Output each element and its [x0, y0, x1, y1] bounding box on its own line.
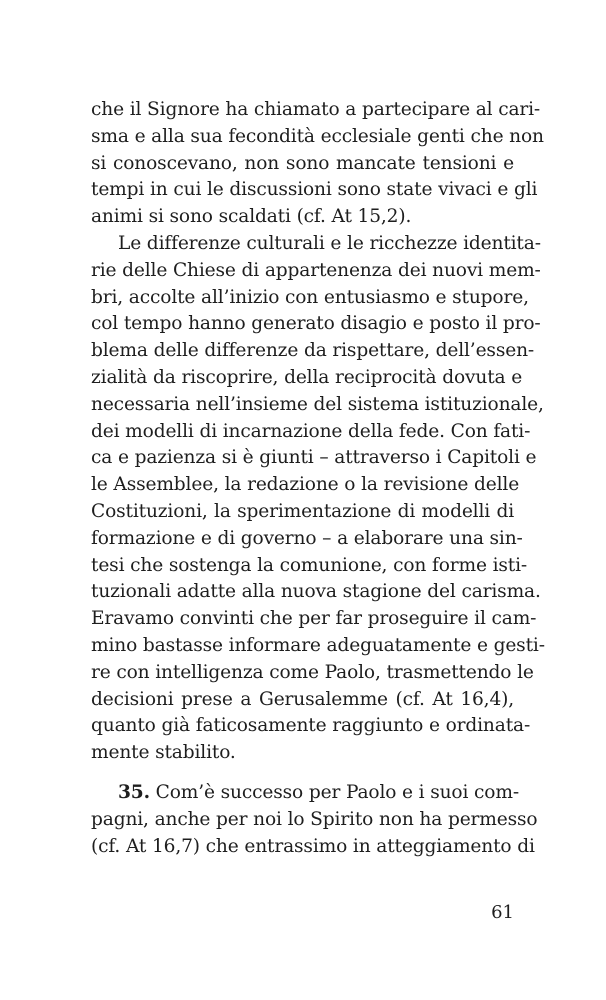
text-line: si conoscevano, non sono mancate tensioni e [91, 152, 514, 174]
text-line: (cf. At 16,7) che entrassimo in atteggiamento di [91, 835, 535, 857]
section-number: 35. [118, 781, 150, 803]
paragraph-1 [91, 97, 544, 231]
text-line: Eravamo convinti che per far proseguire il cam- [91, 608, 537, 630]
text-line: rie delle Chiese di appartenenza dei nuovi mem- [91, 259, 541, 281]
text-line: ca e pazienza si è giunti – attraverso i Capitoli e [91, 447, 537, 469]
text-line: che il Signore ha chiamato a partecipare al cari- [91, 99, 541, 120]
text-line: col tempo hanno generato disagio e posto il pro- [91, 313, 541, 335]
text-line: le Assemblee, la redazione o la revisione delle [91, 474, 520, 496]
text-line: quanto già faticosamente raggiunto e ordinata- [91, 715, 531, 737]
text-line: pagni, anche per noi lo Spirito non ha permesso [91, 808, 538, 830]
text-line: Le differenze culturali e le ricchezze identita- [118, 232, 541, 254]
page-number: 61 [491, 902, 514, 923]
text-line: tempi in cui le discussioni sono state vivaci e gli [91, 179, 538, 201]
text-line: mente stabilito. [91, 742, 236, 764]
text-line: sma e alla sua fecondità ecclesiale genti che non [91, 125, 544, 147]
paragraph-2 [91, 231, 545, 767]
text-line [91, 780, 519, 807]
text-line: formazione e di governo – a elaborare una sin- [91, 527, 523, 549]
text-line: necessaria nell’insieme del sistema istituzionale, [91, 393, 544, 415]
text-line: mino bastasse informare adeguatamente e gesti- [91, 634, 545, 656]
text-line: dei modelli di incarnazione della fede. Con fati- [91, 420, 531, 442]
text-line: animi si sono scaldati (cf. At 15,2). [91, 206, 412, 228]
page-body [91, 97, 545, 860]
text-line: zialità da riscoprire, della reciprocità dovuta e [91, 366, 523, 388]
text-line: tuzionali adatte alla nuova stagione del carisma. [91, 581, 541, 603]
text-line: Costituzioni, la sperimentazione di modelli di [91, 500, 514, 522]
text-line: tesi che sostenga la comunione, con forme isti- [91, 554, 528, 576]
text-line: decisioni prese a Gerusalemme (cf. At 16,4), [91, 688, 514, 710]
section-first-line-text: Com’è successo per Paolo e i suoi com- [155, 781, 519, 803]
section-spacer [91, 767, 514, 780]
text-line: bri, accolte all’inizio con entusiasmo e stupore, [91, 286, 529, 308]
section-35 [91, 780, 538, 860]
text-line: blema delle differenze da rispettare, dell’essen- [91, 340, 535, 362]
text-line: re con intelligenza come Paolo, trasmettendo le [91, 661, 534, 683]
